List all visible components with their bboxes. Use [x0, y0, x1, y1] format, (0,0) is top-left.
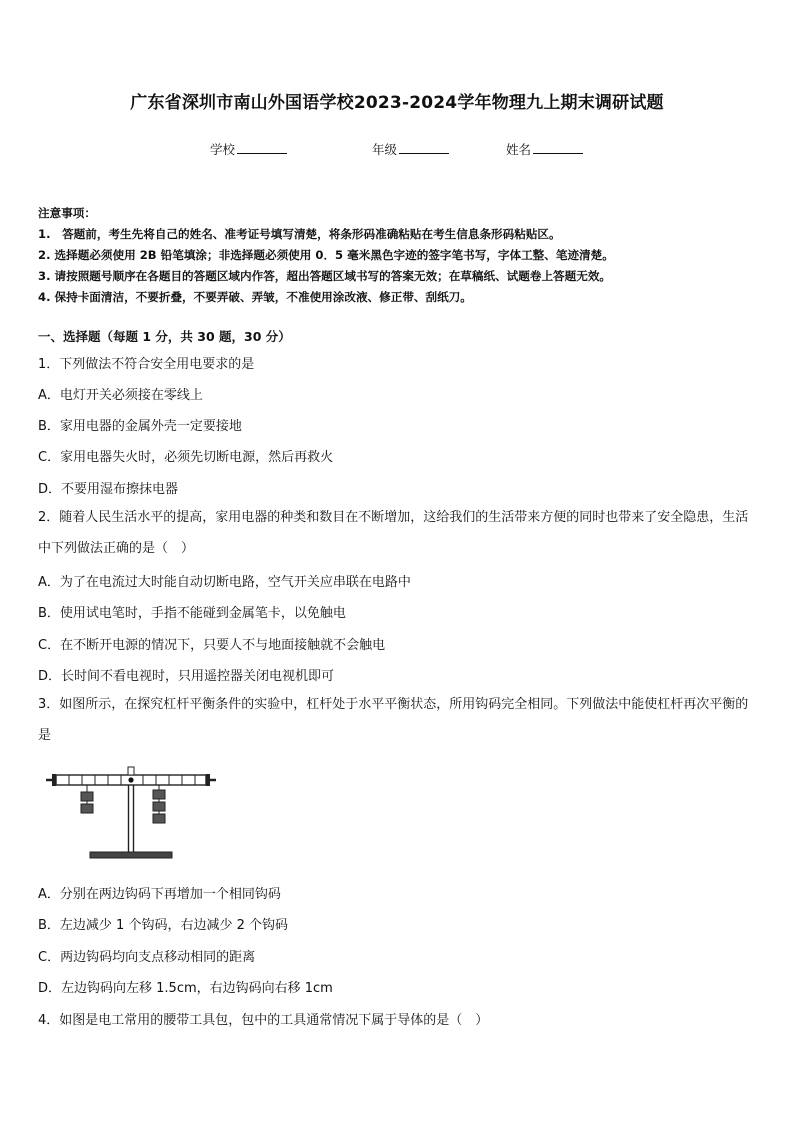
- pivot-point: [128, 777, 133, 782]
- question-3-stem: 3．如图所示，在探究杠杆平衡条件的实验中，杠杆处于水平平衡状态，所用钩码完全相同。下列做法中能使杠杆再次平衡的是: [38, 697, 749, 743]
- question-2-option-c: C．在不断开电源的情况下，只要人不与地面接触就不会触电: [38, 638, 386, 653]
- notice-item: 3. 请按照题号顺序在各题目的答题区域内作答，超出答题区域书写的答案无效；在草稿纸、试题卷上答题无效。: [38, 269, 612, 283]
- notice-item: 1. 答题前，考生先将自己的姓名、准考证号填写清楚，将条形码准确粘贴在考生信息条形码粘贴区。: [38, 227, 561, 241]
- question-2-stem: 2．随着人民生活水平的提高，家用电器的种类和数目在不断增加，这给我们的生活带来方便的同时也带来了安全隐患，生活中下列做法正确的是（ ）: [38, 510, 749, 556]
- question-2-option-b: B．使用试电笔时，手指不能碰到金属笔卡，以免触电: [38, 606, 346, 621]
- section-heading: 一、选择题（每题 1 分，共 30 题，30 分）: [38, 329, 291, 344]
- question-1-option-c: C．家用电器失火时，必须先切断电源，然后再救火: [38, 450, 334, 465]
- right-nut-block: [206, 774, 210, 786]
- question-1-option-b: B．家用电器的金属外壳一定要接地: [38, 419, 242, 434]
- notice-block: [38, 203, 758, 308]
- question-1-stem: 1．下列做法不符合安全用电要求的是: [38, 357, 255, 372]
- notice-item: 2. 选择题必须使用 2B 铅笔填涂；非选择题必须使用 0．5 毫米黑色字迹的签字笔书写，字体工整、笔迹清楚。: [38, 248, 614, 262]
- left-weight-2: [81, 804, 93, 813]
- left-weight-1: [81, 792, 93, 801]
- school-field: [210, 140, 287, 158]
- question-3-option-c: C．两边钩码均向支点移动相同的距离: [38, 950, 256, 965]
- question-1-option-a: A．电灯开关必须接在零线上: [38, 388, 203, 403]
- question-1-option-d: D．不要用湿布擦抹电器: [38, 482, 179, 497]
- question-2-option-d: D．长时间不看电视时，只用遥控器关闭电视机即可: [38, 669, 335, 684]
- pivot-top: [128, 767, 134, 775]
- notice-item: 4. 保持卡面清洁，不要折叠，不要弄破、弄皱，不准使用涂改液、修正带、刮纸刀。: [38, 290, 472, 304]
- page-title: 广东省深圳市南山外国语学校2023-2024学年物理九上期末调研试题: [130, 93, 664, 113]
- grade-field: [372, 140, 449, 158]
- name-label: 姓名: [506, 142, 532, 157]
- school-label: 学校: [210, 142, 236, 157]
- grade-label: 年级: [372, 142, 398, 157]
- question-4-stem: 4．如图是电工常用的腰带工具包，包中的工具通常情况下属于导体的是（ ）: [38, 1013, 489, 1028]
- right-weight-3: [153, 814, 165, 823]
- notice-heading: 注意事项：: [38, 206, 96, 220]
- name-blank: [533, 141, 583, 154]
- lever-balance-figure: [42, 766, 222, 866]
- name-field: [506, 140, 583, 158]
- question-3-option-b: B．左边减少 1 个钩码，右边减少 2 个钩码: [38, 918, 288, 933]
- question-2-option-a: A．为了在电流过大时能自动切断电路，空气开关应串联在电路中: [38, 575, 411, 590]
- school-blank: [237, 141, 287, 154]
- grade-blank: [399, 141, 449, 154]
- right-weight-1: [153, 790, 165, 799]
- right-weight-2: [153, 802, 165, 811]
- question-3-option-d: D．左边钩码向左移 1.5cm，右边钩码向右移 1cm: [38, 981, 333, 996]
- question-3-option-a: A．分别在两边钩码下再增加一个相同钩码: [38, 887, 281, 902]
- stand-base: [90, 852, 172, 858]
- left-nut-block: [52, 774, 56, 786]
